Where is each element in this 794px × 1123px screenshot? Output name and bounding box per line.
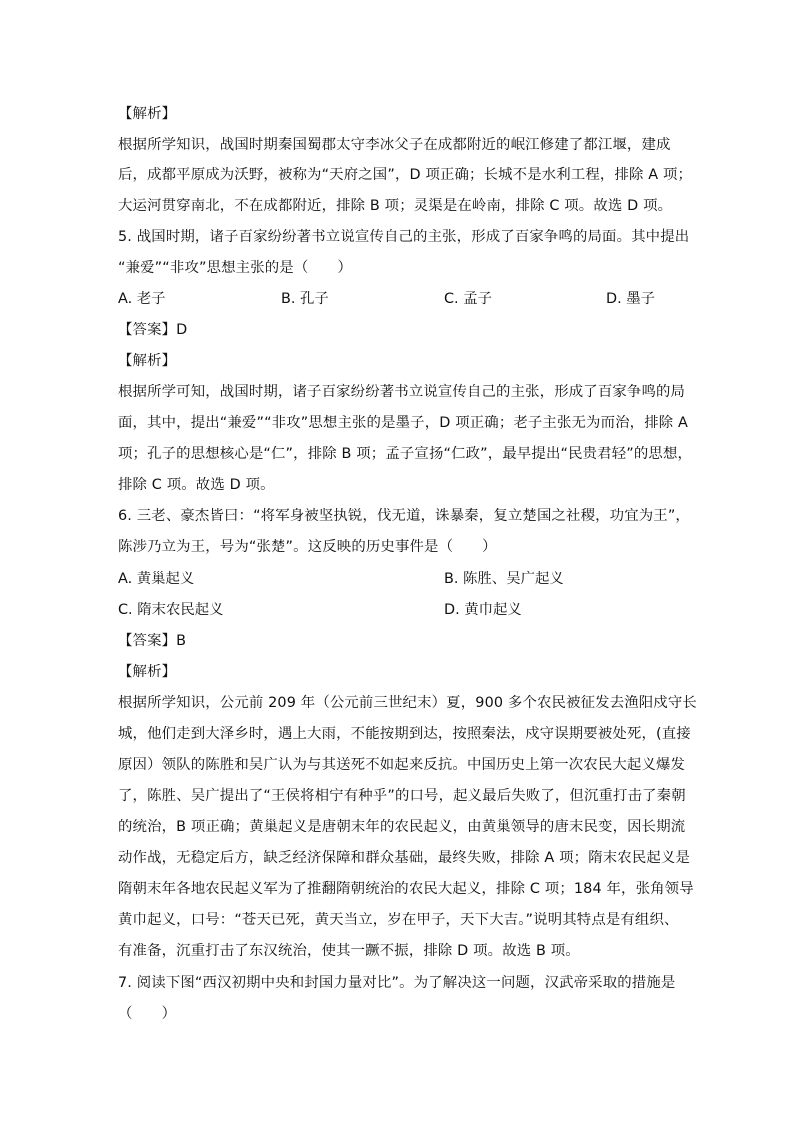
q5-analysis-line-1: 根据所学可知，战国时期，诸子百家纷纷著书立说宣传自己的主张，形成了百家争鸣的局 xyxy=(118,384,686,400)
q5-option-b: B. 孔子 xyxy=(281,291,329,307)
q6-analysis-label: 【解析】 xyxy=(118,664,177,680)
q6-stem-line-2: 陈涉乃立为王，号为“张楚”。这反映的历史事件是（ ） xyxy=(118,539,497,555)
q6-option-a: A. 黄巢起义 xyxy=(118,571,195,587)
q6-option-b: B. 陈胜、吴广起义 xyxy=(444,571,564,587)
q6-analysis-line-7: 隋朝末年各地农民起义军为了推翻隋朝统治的农民大起义，排除 C 项；184 年，张角领导 xyxy=(118,881,694,897)
q6-analysis-line-5: 的统治，B 项正确；黄巢起义是唐朝末年的农民起义，由黄巢领导的唐末民变，因长期流 xyxy=(118,819,686,835)
q4-analysis-line-3: 大运河贯穿南北，不在成都附近，排除 B 项；灵渠是在岭南，排除 C 项。故选 D 项。 xyxy=(118,198,673,214)
q5-stem-line-2: “兼爱”“非攻”思想主张的是（ ） xyxy=(118,260,352,276)
q5-option-a: A. 老子 xyxy=(118,291,166,307)
q6-answer: 【答案】B xyxy=(118,633,187,649)
q6-analysis-line-8: 黄巾起义，口号：“苍天已死，黄天当立，岁在甲子，天下大吉。”说明其特点是有组织、 xyxy=(118,912,679,928)
q6-analysis-line-3: 原因）领队的陈胜和吴广认为与其送死不如起来反抗。中国历史上第一次农民大起义爆发 xyxy=(118,757,686,773)
q5-analysis-line-4: 排除 C 项。故选 D 项。 xyxy=(118,477,275,493)
q7-stem-line-2: （ ） xyxy=(118,1006,177,1022)
q5-analysis-line-2: 面，其中，提出“兼爱”“非攻”思想主张的是墨子，D 项正确；老子主张无为而治，排除 A xyxy=(118,415,689,431)
q6-option-d: D. 黄巾起义 xyxy=(444,602,522,618)
q7-stem-line-1: 7. 阅读下图“西汉初期中央和封国力量对比”。为了解决这一问题，汉武帝采取的措施是 xyxy=(118,975,676,991)
q4-analysis-line-1: 根据所学知识，战国时期秦国蜀郡太守李冰父子在成都附近的岷江修建了都江堰，建成 xyxy=(118,137,671,153)
q5-option-c: C. 孟子 xyxy=(444,291,492,307)
q6-option-c: C. 隋末农民起义 xyxy=(118,602,224,618)
q5-option-d: D. 墨子 xyxy=(606,291,656,307)
q6-stem-line-1: 6. 三老、豪杰皆曰：“将军身被坚执锐，伐无道，诛暴秦，复立楚国之社稷，功宜为王”， xyxy=(118,508,690,524)
q5-stem-line-1: 5. 战国时期，诸子百家纷纷著书立说宣传自己的主张，形成了百家争鸣的局面。其中提出 xyxy=(118,229,690,245)
q6-analysis-line-9: 有准备，沉重打击了东汉统治，使其一蹶不振，排除 D 项。故选 B 项。 xyxy=(118,943,580,959)
q5-analysis-line-3: 项；孔子的思想核心是“仁”，排除 B 项；孟子宣扬“仁政”，最早提出“民贵君轻”的思想， xyxy=(118,446,693,462)
q6-analysis-line-6: 动作战，无稳定后方，缺乏经济保障和群众基础，最终失败，排除 A 项；隋末农民起义是 xyxy=(118,850,690,866)
q4-analysis-line-2: 后，成都平原成为沃野，被称为“天府之国”，D 项正确；长城不是水利工程，排除 A 项； xyxy=(118,167,693,183)
q5-answer: 【答案】D xyxy=(118,322,188,338)
q6-analysis-line-4: 了，陈胜、吴广提出了“王侯将相宁有种乎”的口号，起义最后失败了，但沉重打击了秦朝 xyxy=(118,788,686,804)
q4-analysis-label: 【解析】 xyxy=(118,106,177,122)
q5-analysis-label: 【解析】 xyxy=(118,353,177,369)
q6-analysis-line-2: 城，他们走到大泽乡时，遇上大雨，不能按期到达，按照秦法，戍守误期要被处死，(直接 xyxy=(118,726,691,742)
q6-analysis-line-1: 根据所学知识，公元前 209 年（公元前三世纪末）夏，900 多个农民被征发去渔阳戍守长 xyxy=(118,695,697,711)
